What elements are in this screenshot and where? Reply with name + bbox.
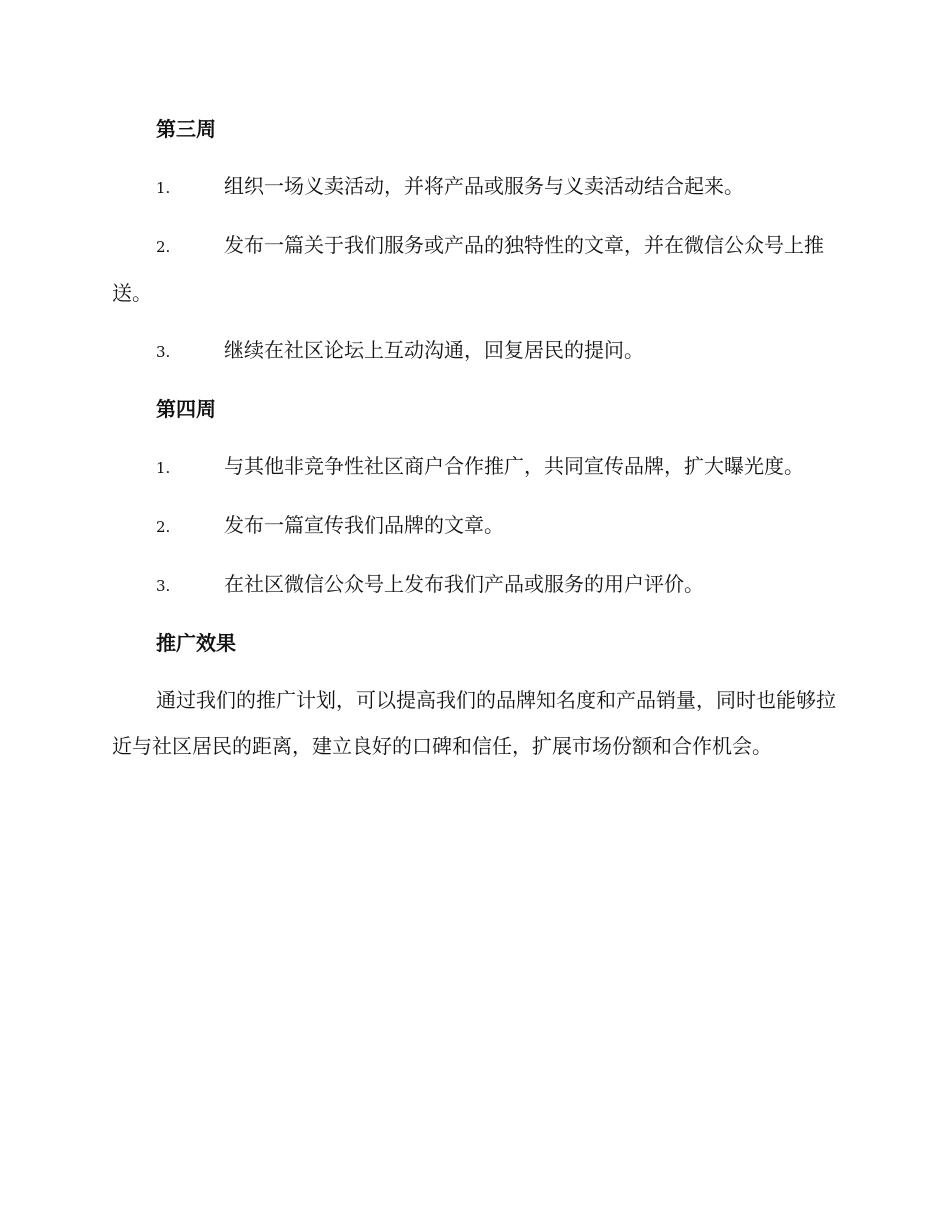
list-item-text: 发布一篇宣传我们品牌的文章。 bbox=[224, 513, 504, 537]
list-number: 3. bbox=[156, 343, 171, 361]
list-number: 1. bbox=[156, 459, 171, 477]
list-item-text: 与其他非竞争性社区商户合作推广，共同宣传品牌，扩大曝光度。 bbox=[224, 454, 804, 478]
list-number: 1. bbox=[156, 179, 171, 197]
list-item bbox=[112, 502, 838, 550]
list-item-text: 在社区微信公众号上发布我们产品或服务的用户评价。 bbox=[224, 572, 704, 596]
list-item-text: 发布一篇关于我们服务或产品的独特性的文章，并在微信公众号上推送。 bbox=[112, 233, 824, 305]
effect-paragraph: 通过我们的推广计划，可以提高我们的品牌知名度和产品销量，同时也能够拉近与社区居民的距离，建立良好的口碑和信任，扩展市场份额和合作机会。 bbox=[112, 688, 836, 758]
list-item bbox=[112, 443, 838, 491]
section-heading-week3: 第三周 bbox=[156, 117, 216, 141]
list-number: 3. bbox=[156, 577, 171, 595]
section-heading-week4: 第四周 bbox=[156, 397, 216, 421]
list-item bbox=[112, 222, 838, 316]
list-item-text: 继续在社区论坛上互动沟通，回复居民的提问。 bbox=[224, 338, 644, 362]
list-number: 2. bbox=[156, 518, 171, 536]
list-item bbox=[112, 163, 838, 211]
section-heading-effect: 推广效果 bbox=[156, 631, 236, 655]
document-content bbox=[112, 106, 838, 780]
list-item-text: 组织一场义卖活动，并将产品或服务与义卖活动结合起来。 bbox=[224, 174, 744, 198]
list-item bbox=[112, 561, 838, 609]
list-number: 2. bbox=[156, 238, 171, 256]
list-item bbox=[112, 327, 838, 375]
